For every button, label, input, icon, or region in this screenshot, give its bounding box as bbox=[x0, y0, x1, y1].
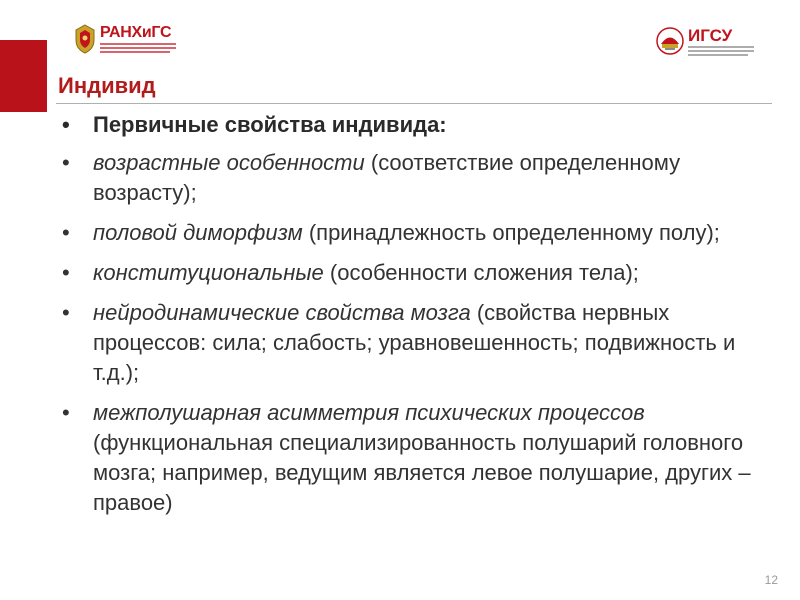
bullet-marker: • bbox=[62, 112, 70, 137]
bullet-term: межполушарная асимметрия психических процессов bbox=[93, 400, 645, 425]
bullet-text: (принадлежность определенному полу); bbox=[302, 220, 720, 245]
ranepa-logo bbox=[74, 22, 176, 56]
bullet-text: (функциональная специализированность полушарий головного мозга; например, ведущим является левое полушарие, других – правое) bbox=[93, 430, 751, 515]
bullet-marker: • bbox=[62, 260, 70, 285]
bullet-item-asymmetry bbox=[62, 398, 774, 518]
title-divider bbox=[56, 103, 772, 104]
igsu-logo-text: ИГСУ bbox=[688, 25, 733, 45]
page-number: 12 bbox=[764, 573, 778, 587]
bullet-text: Первичные свойства индивида: bbox=[93, 112, 447, 137]
bullet-item-age bbox=[62, 148, 774, 208]
ranepa-logo-text: РАНХиГС bbox=[100, 24, 172, 41]
igsu-emblem-icon bbox=[656, 27, 684, 55]
bullet-term: конституциональные bbox=[93, 260, 324, 285]
bullet-term: возрастные особенности bbox=[93, 150, 365, 175]
bullet-item-sex bbox=[62, 218, 774, 248]
bullet-list bbox=[62, 110, 774, 528]
igsu-logo bbox=[656, 24, 754, 58]
bullet-marker: • bbox=[62, 220, 70, 245]
bullet-item-neurodynamics bbox=[62, 298, 774, 388]
bullet-marker: • bbox=[62, 400, 70, 425]
accent-bar bbox=[0, 40, 47, 112]
bullet-term: половой диморфизм bbox=[93, 220, 303, 245]
ranepa-logo-subtitle-lines bbox=[100, 43, 176, 53]
bullet-text: (особенности сложения тела); bbox=[323, 260, 639, 285]
bullet-item-constitution bbox=[62, 258, 774, 288]
bullet-marker: • bbox=[62, 150, 70, 175]
bullet-marker: • bbox=[62, 300, 70, 325]
bullet-text: (свойства нервных процессов: сила; слабость; уравновешенность; подвижность и т.д.); bbox=[93, 300, 736, 385]
igsu-logo-subtitle-lines bbox=[688, 46, 754, 56]
academy-emblem-icon bbox=[74, 24, 96, 54]
bullet-term: нейродинамические свойства мозга bbox=[93, 300, 471, 325]
bullet-text: (соответствие определенному возрасту); bbox=[93, 150, 681, 205]
slide-title: Индивид bbox=[58, 73, 156, 98]
bullet-item-primary-properties bbox=[62, 110, 774, 140]
